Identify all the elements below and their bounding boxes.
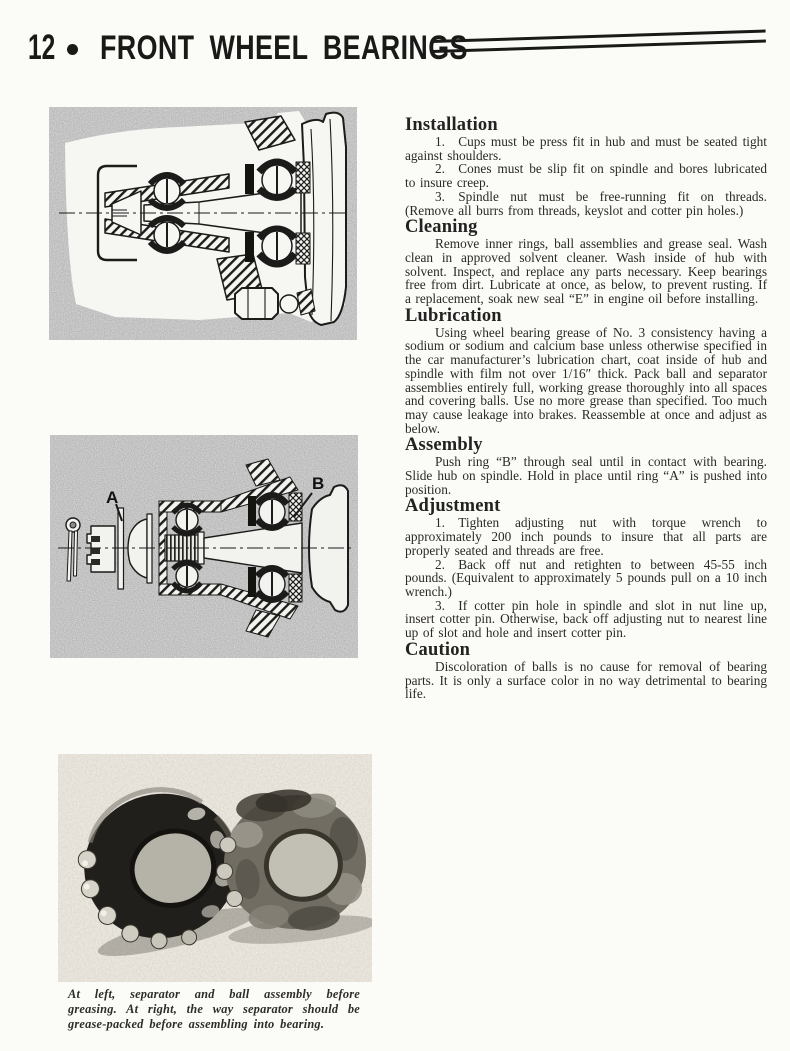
paragraph: 1. Cups must be press fit in hub and must be seated tight against shoulders. xyxy=(405,134,767,163)
photo-caption: At left, separator and ball assembly before greasing. At right, the way separator should be grease-packed before assembling into bearing. xyxy=(68,987,360,1031)
page-title: FRONT WHEEL BEARINGS xyxy=(100,29,468,67)
inner-bearing-bottom xyxy=(150,218,184,251)
section-heading-adjustment: Adjustment xyxy=(405,496,501,517)
figure-exploded-hub xyxy=(50,435,358,658)
bullet-icon xyxy=(67,44,78,55)
part-label-b: B xyxy=(312,474,325,493)
section-heading-cleaning: Cleaning xyxy=(405,217,478,238)
inner-bearing-bottom xyxy=(173,562,201,591)
figure-bearing-photo xyxy=(58,754,372,982)
paragraph: 3. Spindle nut must be free-running fit on threads. (Remove all burrs from threads, keyslot and cotter pin holes.) xyxy=(405,188,767,218)
paragraph: 3. If cotter pin hole in spindle and slot in nut line up, insert cotter pin. Otherwise, back off adjusting nut to nearest line up of slot and hole and insert cotter pin. xyxy=(405,597,767,641)
title-rules xyxy=(432,30,766,60)
hub-cross-section-drawing xyxy=(49,107,357,340)
part-label-a: A xyxy=(106,488,119,507)
section-heading-installation: Installation xyxy=(405,115,498,135)
page-number: 12 xyxy=(28,28,56,67)
castellated-nut xyxy=(87,526,115,572)
inner-bearing-top xyxy=(173,505,201,534)
paragraph: Discoloration of balls is no cause for removal of bearing parts. It is only a surface color in no way detrimental to bearing life. xyxy=(405,658,767,702)
inner-bearing-top xyxy=(150,175,184,208)
paragraph: 2. Back off nut and retighten to between 45-55 inch pounds. (Equivalent to approximately 5 pounds pull on a 10 inch wrench.) xyxy=(405,556,767,599)
paragraph: Remove inner rings, ball assemblies and grease seal. Wash clean in approved solvent cleaner. Wash inside of hub with solvent. Inspect, and replace any parts necessary. Keep bearings free from dirt. Lubricate at once, as below, to prevent rusting. If a replacement, soak new seal “E” in engine oil before installing. xyxy=(405,236,767,307)
paragraph: Push ring “B” through seal until in contact with bearing. Slide hub on spindle. Hold in place until ring “A” is pushed into position. xyxy=(405,454,767,497)
exploded-hub-drawing xyxy=(50,435,358,658)
bearing-photo xyxy=(58,754,372,982)
hex-nut xyxy=(235,288,315,319)
section-heading-lubrication: Lubrication xyxy=(405,305,502,326)
section-heading-assembly: Assembly xyxy=(405,435,483,456)
section-heading-caution: Caution xyxy=(405,639,471,660)
figure-hub-cross-section xyxy=(49,107,357,340)
paragraph: 1. Tighten adjusting nut with torque wrench to approximately 200 inch pounds to insure that all parts are properly seated and threads are free. xyxy=(405,515,767,558)
text-column xyxy=(405,115,767,701)
paragraph: Using wheel bearing grease of No. 3 consistency having a sodium or sodium and calcium base unless otherwise specified in the car manufacturer’s lubrication chart, coat inside of hub and spindle with film not over 1/16″ thick. Pack ball and separator assemblies entirely full, working grease thoroughly into all spaces and covering balls. Use no more grease than specified. Too much may cause leakage into brakes. Reassemble at once and adjust as below. xyxy=(405,324,767,436)
paragraph: 2. Cones must be slip fit on spindle and bores lubricated to insure creep. xyxy=(405,161,767,191)
